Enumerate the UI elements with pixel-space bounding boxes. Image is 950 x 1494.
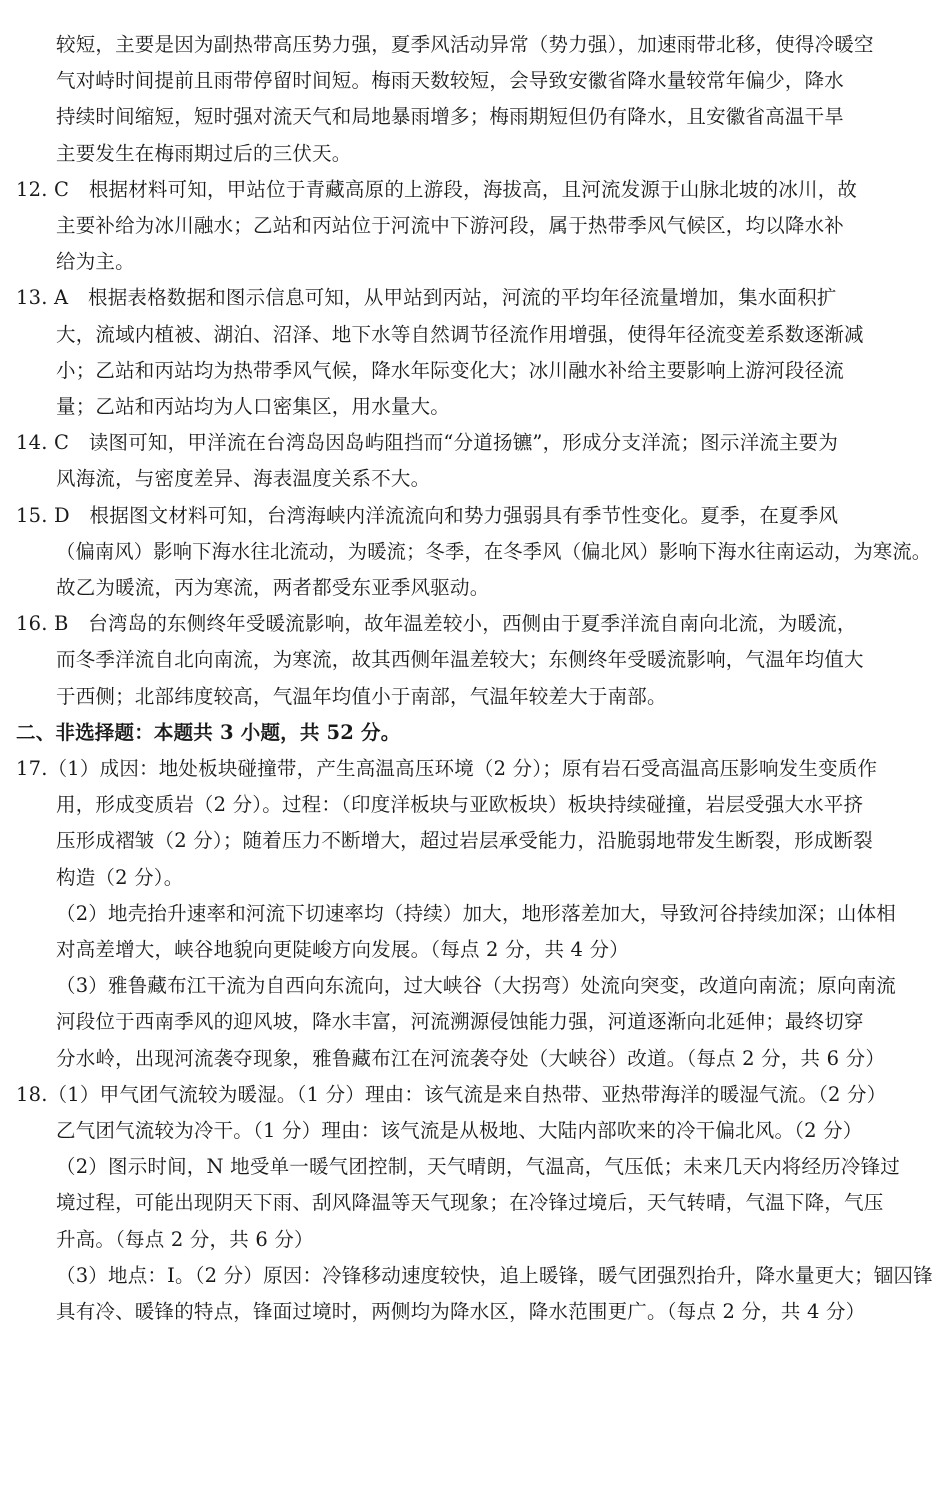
text-line: 故乙为暖流，丙为寒流，两者都受东亚季风驱动。 (56, 576, 490, 599)
text-line: 气对峙时间提前且雨带停留时间短。梅雨天数较短，会导致安徽省降水量较常年偏少，降水 (56, 69, 845, 92)
text-line: （2）地壳抬升速率和河流下切速率均（持续）加大，地形落差加大，导致河谷持续加深；山体相 (56, 902, 897, 925)
text-line: 量；乙站和丙站均为人口密集区，用水量大。 (56, 395, 451, 418)
text-line: 升高。（每点 2 分，共 6 分） (56, 1228, 314, 1251)
answer-17: 17.（1）成因：地处板块碰撞带，产生高温高压环境（2 分）；原有岩石受高温高压影响发生变质作 (16, 757, 878, 780)
text-line: 对高差增大，峡谷地貌向更陡峻方向发展。（每点 2 分，共 4 分） (56, 938, 629, 961)
text-line: （偏南风）影响下海水往北流动，为暖流；冬季，在冬季风（偏北风）影响下海水往南运动，为寒流。 (56, 540, 932, 563)
text-line: 境过程，可能出现阴天下雨、刮风降温等天气现象；在冷锋过境后，天气转晴，气温下降，气压 (56, 1191, 884, 1214)
text-line: 较短，主要是因为副热带高压势力强，夏季风活动异常（势力强），加速雨带北移，使得冷暖空 (56, 33, 874, 56)
answer-12: 12. C 根据材料可知，甲站位于青藏高原的上游段，海拔高，且河流发源于山脉北坡的冰川，故 (16, 178, 858, 201)
text-line: 用，形成变质岩（2 分）。过程：（印度洋板块与亚欧板块）板块持续碰撞，岩层受强大水平挤 (56, 793, 864, 816)
text-line: 大，流域内植被、湖泊、沼泽、地下水等自然调节径流作用增强，使得年径流变差系数逐渐减 (56, 323, 864, 346)
text-line: （3）地点：Ⅰ。（2 分）原因：冷锋移动速度较快，追上暖锋，暖气团强烈抬升，降水量更大；锢囚锋 (56, 1264, 933, 1287)
answer-14: 14. C 读图可知，甲洋流在台湾岛因岛屿阻挡而“分道扬镳”，形成分支洋流；图示洋流主要为 (16, 431, 839, 454)
text-line: 持续时间缩短，短时强对流天气和局地暴雨增多；梅雨期短但仍有降水，且安徽省高温干旱 (56, 105, 845, 128)
text-line: 分水岭，出现河流袭夺现象，雅鲁藏布江在河流袭夺处（大峡谷）改道。（每点 2 分，共 6 分） (56, 1047, 886, 1070)
text-line: （3）雅鲁藏布江干流为自西向东流向，过大峡谷（大拐弯）处流向突变，改道向南流；原向南流 (56, 974, 897, 997)
text-line: 风海流，与密度差异、海表温度关系不大。 (56, 467, 431, 490)
text-line: 河段位于西南季风的迎风坡，降水丰富，河流溯源侵蚀能力强，河道逐渐向北延伸；最终切穿 (56, 1010, 864, 1033)
text-line: 压形成褶皱（2 分）；随着压力不断增大，超过岩层承受能力，沿脆弱地带发生断裂，形成断裂 (56, 829, 873, 852)
answer-16: 16. B 台湾岛的东侧终年受暖流影响，故年温差较小，西侧由于夏季洋流自南向北流，为暖流， (16, 612, 857, 635)
text-line: 乙气团气流较为冷干。（1 分）理由：该气流是从极地、大陆内部吹来的冷干偏北风。（2 分） (56, 1119, 863, 1142)
text-line: 主要发生在梅雨期过后的三伏天。 (56, 142, 352, 165)
answer-13: 13. A 根据表格数据和图示信息可知，从甲站到丙站，河流的平均年径流量增加，集水面积扩 (16, 286, 837, 309)
text-line: （2）图示时间，N 地受单一暖气团控制，天气晴朗，气温高，气压低；未来几天内将经历冷锋过 (56, 1155, 900, 1178)
text-line: 构造（2 分）。 (56, 866, 184, 889)
text-line: 小；乙站和丙站均为热带季风气候，降水年际变化大；冰川融水补给主要影响上游河段径流 (56, 359, 845, 382)
text-line: 主要补给为冰川融水；乙站和丙站位于河流中下游河段，属于热带季风气候区，均以降水补 (56, 214, 845, 237)
text-line: 于西侧；北部纬度较高，气温年均值小于南部，气温年较差大于南部。 (56, 685, 667, 708)
text-line: 给为主。 (56, 250, 135, 273)
text-line: 而冬季洋流自北向南流，为寒流，故其西侧年温差较大；东侧终年受暖流影响，气温年均值大 (56, 648, 864, 671)
text-line: 具有冷、暖锋的特点，锋面过境时，两侧均为降水区，降水范围更广。（每点 2 分，共 4 分） (56, 1300, 866, 1323)
answer-15: 15. D 根据图文材料可知，台湾海峡内洋流流向和势力强弱具有季节性变化。夏季，在夏季风 (16, 504, 839, 527)
section-heading: 二、非选择题：本题共 3 小题，共 52 分。 (16, 721, 401, 744)
answer-18: 18.（1）甲气团气流较为暖湿。（1 分）理由：该气流是来自热带、亚热带海洋的暖湿气流。（2 分） (16, 1083, 887, 1106)
